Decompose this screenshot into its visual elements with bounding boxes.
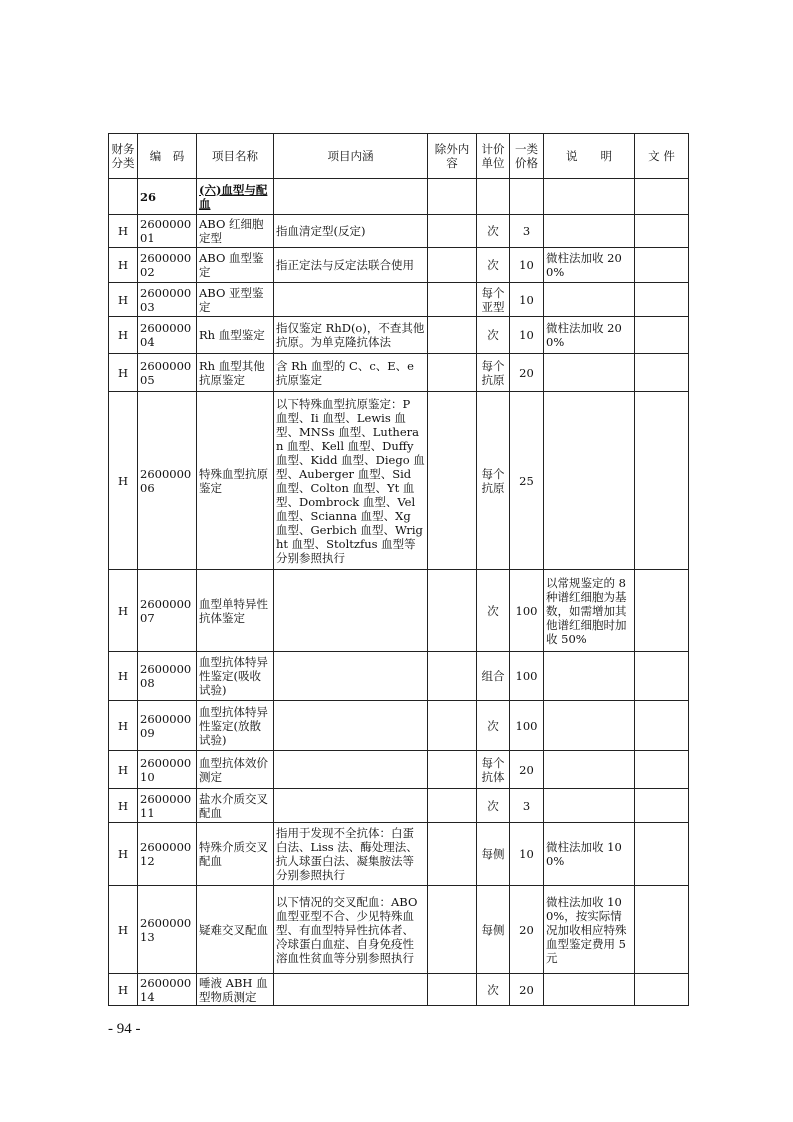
cell-name: 血型抗体特异性鉴定(放散试验) [197, 701, 274, 751]
cell-note: 微柱法加收 200% [544, 317, 635, 354]
cell-file [635, 974, 689, 1006]
cell-exclusion [428, 392, 477, 570]
header-file: 文 件 [635, 134, 689, 179]
cell-file [635, 283, 689, 317]
table-row [109, 317, 689, 354]
section-row [109, 179, 689, 215]
cell-price: 100 [510, 652, 544, 701]
cell-exclusion [428, 751, 477, 789]
cell-code: 260000012 [138, 823, 197, 886]
cell-category: H [109, 283, 138, 317]
cell-price: 100 [510, 570, 544, 652]
cell-file [635, 248, 689, 283]
header-price: 一类价格 [510, 134, 544, 179]
cell-unit: 每侧 [477, 823, 510, 886]
price-table [108, 133, 689, 1006]
cell-note [544, 179, 635, 215]
cell-unit: 次 [477, 701, 510, 751]
cell-note [544, 392, 635, 570]
cell-content: 指正定法与反定法联合使用 [274, 248, 428, 283]
cell-code: 26 [138, 179, 197, 215]
cell-code: 260000003 [138, 283, 197, 317]
header-note: 说 明 [544, 134, 635, 179]
cell-content [274, 283, 428, 317]
table-header-row [109, 134, 689, 179]
cell-name: ABO 红细胞定型 [197, 215, 274, 248]
cell-unit: 每个抗体 [477, 751, 510, 789]
cell-code: 260000007 [138, 570, 197, 652]
cell-unit: 次 [477, 248, 510, 283]
cell-price: 20 [510, 886, 544, 974]
cell-note [544, 283, 635, 317]
cell-unit: 次 [477, 570, 510, 652]
cell-category: H [109, 317, 138, 354]
cell-code: 260000008 [138, 652, 197, 701]
cell-category: H [109, 392, 138, 570]
cell-unit: 每个抗原 [477, 354, 510, 392]
cell-name: 血型单特异性抗体鉴定 [197, 570, 274, 652]
cell-name: Rh 血型其他抗原鉴定 [197, 354, 274, 392]
cell-note: 微柱法加收 100% [544, 823, 635, 886]
cell-name: 血型抗体特异性鉴定(吸收试验) [197, 652, 274, 701]
table-row [109, 570, 689, 652]
header-exclusion: 除外内容 [428, 134, 477, 179]
cell-exclusion [428, 179, 477, 215]
cell-content: 指血清定型(反定) [274, 215, 428, 248]
cell-file [635, 652, 689, 701]
header-code: 编 码 [138, 134, 197, 179]
cell-unit: 组合 [477, 652, 510, 701]
table-row [109, 652, 689, 701]
cell-note [544, 751, 635, 789]
cell-category: H [109, 570, 138, 652]
cell-unit: 次 [477, 215, 510, 248]
cell-unit: 每个抗原 [477, 392, 510, 570]
cell-price: 10 [510, 248, 544, 283]
cell-file [635, 823, 689, 886]
cell-note [544, 701, 635, 751]
cell-content [274, 974, 428, 1006]
cell-name: 唾液 ABH 血型物质测定 [197, 974, 274, 1006]
cell-category [109, 179, 138, 215]
cell-category: H [109, 215, 138, 248]
cell-file [635, 570, 689, 652]
cell-category: H [109, 751, 138, 789]
cell-exclusion [428, 701, 477, 751]
page-number: - 94 - [108, 1021, 141, 1037]
cell-category: H [109, 354, 138, 392]
cell-exclusion [428, 215, 477, 248]
cell-exclusion [428, 354, 477, 392]
cell-category: H [109, 652, 138, 701]
cell-unit: 次 [477, 317, 510, 354]
cell-unit: 每个亚型 [477, 283, 510, 317]
cell-code: 260000004 [138, 317, 197, 354]
cell-exclusion [428, 283, 477, 317]
cell-code: 260000005 [138, 354, 197, 392]
cell-note [544, 215, 635, 248]
cell-content [274, 570, 428, 652]
cell-content [274, 789, 428, 823]
cell-category: H [109, 886, 138, 974]
cell-note [544, 354, 635, 392]
cell-unit: 每侧 [477, 886, 510, 974]
table-row [109, 789, 689, 823]
cell-file [635, 179, 689, 215]
cell-unit: 次 [477, 974, 510, 1006]
cell-file [635, 789, 689, 823]
cell-content [274, 179, 428, 215]
cell-code: 260000009 [138, 701, 197, 751]
cell-content: 含 Rh 血型的 C、c、E、e 抗原鉴定 [274, 354, 428, 392]
cell-name: 盐水介质交叉配血 [197, 789, 274, 823]
cell-unit: 次 [477, 789, 510, 823]
cell-note [544, 974, 635, 1006]
cell-note [544, 652, 635, 701]
header-unit: 计价单位 [477, 134, 510, 179]
cell-content [274, 701, 428, 751]
cell-content: 指用于发现不全抗体：白蛋白法、Liss 法、酶处理法、抗人球蛋白法、凝集胺法等分别参照执行 [274, 823, 428, 886]
cell-note: 微柱法加收 100%，按实际情况加收相应特殊血型鉴定费用 5 元 [544, 886, 635, 974]
cell-file [635, 392, 689, 570]
cell-content: 以下情况的交叉配血：ABO 血型亚型不合、少见特殊血型、有血型特异性抗体者、冷球蛋白血症、自身免疫性溶血性贫血等分别参照执行 [274, 886, 428, 974]
cell-exclusion [428, 789, 477, 823]
table-row [109, 751, 689, 789]
table-row [109, 283, 689, 317]
header-name: 项目名称 [197, 134, 274, 179]
cell-code: 260000001 [138, 215, 197, 248]
cell-file [635, 317, 689, 354]
cell-category: H [109, 701, 138, 751]
table-row [109, 215, 689, 248]
cell-price: 20 [510, 751, 544, 789]
cell-price: 25 [510, 392, 544, 570]
cell-code: 260000011 [138, 789, 197, 823]
cell-price: 3 [510, 215, 544, 248]
cell-content [274, 751, 428, 789]
cell-content: 指仅鉴定 RhD(o)，不查其他抗原。为单克隆抗体法 [274, 317, 428, 354]
cell-exclusion [428, 886, 477, 974]
cell-file [635, 886, 689, 974]
cell-price: 20 [510, 974, 544, 1006]
cell-file [635, 751, 689, 789]
cell-exclusion [428, 974, 477, 1006]
cell-price: 3 [510, 789, 544, 823]
cell-name: (六)血型与配血 [197, 179, 274, 215]
cell-category: H [109, 823, 138, 886]
cell-price: 10 [510, 823, 544, 886]
cell-file [635, 701, 689, 751]
cell-exclusion [428, 652, 477, 701]
table-row [109, 248, 689, 283]
cell-note: 以常规鉴定的 8 种谱红细胞为基数，如需增加其他谱红细胞时加收 50% [544, 570, 635, 652]
cell-note [544, 789, 635, 823]
cell-category: H [109, 248, 138, 283]
cell-price: 10 [510, 283, 544, 317]
cell-note: 微柱法加收 200% [544, 248, 635, 283]
cell-category: H [109, 974, 138, 1006]
table-row [109, 392, 689, 570]
cell-name: Rh 血型鉴定 [197, 317, 274, 354]
table-row [109, 974, 689, 1006]
cell-unit [477, 179, 510, 215]
table-row [109, 823, 689, 886]
cell-price: 20 [510, 354, 544, 392]
cell-code: 260000010 [138, 751, 197, 789]
cell-exclusion [428, 317, 477, 354]
header-category: 财务分类 [109, 134, 138, 179]
cell-content [274, 652, 428, 701]
page-content [108, 133, 688, 1038]
cell-code: 260000006 [138, 392, 197, 570]
table-row [109, 886, 689, 974]
cell-name: 血型抗体效价测定 [197, 751, 274, 789]
header-content: 项目内涵 [274, 134, 428, 179]
cell-code: 260000002 [138, 248, 197, 283]
cell-category: H [109, 789, 138, 823]
cell-exclusion [428, 248, 477, 283]
cell-content: 以下特殊血型抗原鉴定：P 血型、Ii 血型、Lewis 血型、MNSs 血型、Lutheran 血型、Kell 血型、Duffy 血型、Kidd 血型、Diego 血型、Auberger 血型、Sid 血型、Colton 血型、Yt 血型、Dombrock 血型、Vel 血型、Scianna 血型、Xg 血型、Gerbich 血型、Wright 血型、Stoltzfus 血型等分别参照执行 [274, 392, 428, 570]
cell-name: 疑难交叉配血 [197, 886, 274, 974]
cell-exclusion [428, 570, 477, 652]
cell-price: 10 [510, 317, 544, 354]
cell-name: ABO 亚型鉴定 [197, 283, 274, 317]
cell-name: ABO 血型鉴定 [197, 248, 274, 283]
table-row [109, 701, 689, 751]
table-row [109, 354, 689, 392]
cell-file [635, 354, 689, 392]
cell-price: 100 [510, 701, 544, 751]
cell-file [635, 215, 689, 248]
cell-code: 260000013 [138, 886, 197, 974]
cell-code: 260000014 [138, 974, 197, 1006]
cell-exclusion [428, 823, 477, 886]
cell-name: 特殊血型抗原鉴定 [197, 392, 274, 570]
cell-price [510, 179, 544, 215]
cell-name: 特殊介质交叉配血 [197, 823, 274, 886]
